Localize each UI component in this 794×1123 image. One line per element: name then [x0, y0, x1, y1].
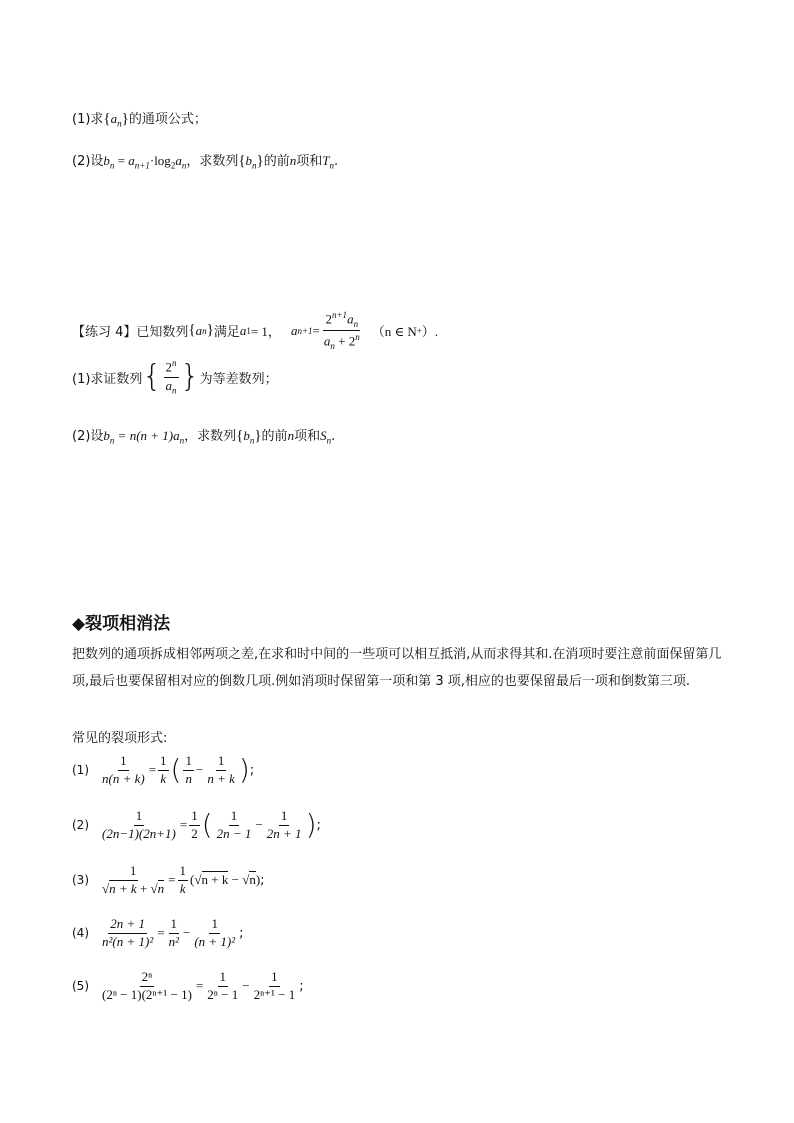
- num: 2ⁿ: [140, 970, 155, 987]
- paren-open: (: [190, 872, 195, 888]
- formula-3: [72, 864, 265, 897]
- den: 2ⁿ − 1: [207, 986, 239, 1002]
- diamond-icon: ◆: [72, 614, 86, 634]
- var-b: b: [243, 428, 250, 443]
- text: 已知数列: [136, 325, 189, 341]
- formula-4: [72, 917, 244, 950]
- sqrt-icon: √: [242, 872, 250, 888]
- den: k: [179, 880, 186, 896]
- brace-close: }: [206, 322, 214, 339]
- formula-5: [72, 970, 304, 1003]
- den: (n + 1)²: [194, 933, 236, 949]
- exercise4-part1: [72, 358, 278, 396]
- eq: =: [312, 322, 320, 338]
- eq: =: [179, 817, 188, 833]
- formula-label: (1): [72, 763, 89, 778]
- log-base: 2: [170, 160, 176, 171]
- term2-fraction: [265, 809, 304, 842]
- eq: =: [148, 762, 157, 778]
- term1-fraction: [183, 754, 194, 787]
- var-T: T: [322, 153, 330, 168]
- radicand: n + k: [109, 880, 137, 896]
- den-sub: n: [330, 341, 335, 352]
- radicand: n: [249, 872, 256, 888]
- period: .: [331, 429, 336, 444]
- exercise-tag: 【练习 4】: [72, 325, 137, 341]
- var-a: a: [110, 111, 118, 126]
- var-S: S: [320, 428, 327, 443]
- exercise4-statement: [72, 310, 438, 352]
- lhs-fraction: [100, 754, 147, 787]
- paren-close: ): [255, 872, 261, 888]
- den: 2n + 1: [266, 825, 302, 841]
- value: = 1，: [250, 324, 281, 340]
- sqrt-icon: √: [102, 880, 110, 896]
- term2-fraction: [192, 917, 237, 950]
- section-title: 裂项相消法: [85, 614, 171, 634]
- semicolon: ;: [299, 978, 304, 994]
- num-sub: n: [353, 318, 359, 329]
- den-sub: n: [172, 385, 177, 396]
- den: 2: [191, 825, 198, 841]
- formula-label: (4): [72, 926, 89, 941]
- period: .: [334, 154, 339, 169]
- brace-open: {: [238, 153, 246, 169]
- sqrt-icon: √: [194, 872, 202, 888]
- term2-fraction: [252, 970, 298, 1003]
- num: 1: [183, 754, 194, 771]
- eq: =: [168, 872, 176, 888]
- exercise4-part2: [72, 425, 335, 446]
- den: a: [165, 378, 173, 394]
- paren-open: (: [170, 753, 182, 787]
- sub: n+1: [134, 160, 150, 171]
- sqrt-icon: √: [150, 880, 158, 896]
- text: 的前: [263, 154, 290, 169]
- minus: −: [255, 817, 263, 833]
- sub-n: n: [117, 118, 122, 129]
- den: [100, 881, 166, 897]
- sub: n: [179, 435, 185, 446]
- formula-2: [72, 809, 321, 842]
- den: 2n − 1: [216, 825, 252, 841]
- sub: n: [329, 160, 334, 171]
- num-exp: n: [172, 358, 177, 368]
- var-a: a: [290, 322, 298, 338]
- num: 1: [134, 809, 145, 826]
- brace-close: }: [180, 359, 200, 395]
- var-b: b: [103, 153, 110, 168]
- domain: （n ∈ N: [371, 324, 417, 340]
- lhs-fraction: [100, 864, 166, 897]
- den: k: [160, 770, 167, 786]
- var-b: b: [103, 428, 110, 443]
- var-a: a: [173, 428, 180, 443]
- num: 2n + 1: [108, 917, 147, 934]
- minus: −: [242, 978, 250, 994]
- semicolon: ;: [249, 762, 255, 778]
- den-exp: n: [355, 332, 360, 343]
- num: 1: [189, 809, 200, 826]
- coef-fraction: [158, 754, 169, 787]
- term1-fraction: [167, 917, 181, 950]
- den: n: [185, 770, 192, 786]
- lhs-fraction: [100, 809, 178, 842]
- paren-open: (: [201, 808, 213, 842]
- semicolon: ;: [239, 925, 244, 941]
- brace-open: {: [103, 111, 111, 127]
- num-a: a: [347, 311, 354, 327]
- term2-fraction: [205, 754, 237, 787]
- num: 1: [158, 754, 169, 771]
- sub: n: [326, 435, 332, 446]
- term1-fraction: [215, 809, 254, 842]
- domain-end: ）.: [421, 324, 439, 340]
- num: 1: [229, 809, 240, 826]
- den: 2ⁿ⁺¹ − 1: [253, 986, 296, 1002]
- sub: n: [109, 435, 115, 446]
- var-n: n: [289, 153, 297, 168]
- section-paragraph: 把数列的通项拆成相邻两项之差,在求和时中间的一些项可以相互抵消,从而求得其和.在消项时要注意前面保留第几项,最后也要保留相对应的倒数几项.例如消项时保留第一项和第 3 项,相应的也要保留最后一项和倒数第三项.: [72, 647, 722, 689]
- den-a: a: [323, 333, 331, 349]
- num: 1: [216, 754, 227, 771]
- lhs-fraction: [100, 970, 194, 1003]
- num: 1: [118, 754, 129, 771]
- part1-fraction: [164, 358, 179, 396]
- text: 项和: [296, 154, 323, 169]
- paren-close: ): [305, 808, 317, 842]
- plus: +: [136, 880, 151, 896]
- var-a: a: [175, 153, 182, 168]
- var-a: a: [239, 322, 247, 338]
- eq: = n(n + 1): [114, 428, 174, 443]
- coef-fraction: [178, 864, 189, 897]
- den: n(n + k): [102, 770, 145, 786]
- semicolon: ;: [316, 817, 321, 833]
- section-heading: [72, 609, 170, 634]
- minus: −: [228, 872, 243, 888]
- prev-part1: [72, 108, 207, 129]
- den-plus: + 2: [334, 333, 356, 349]
- den: n + k: [207, 770, 235, 786]
- var-a: a: [128, 153, 135, 168]
- part-label: (1)求证数列: [72, 371, 143, 387]
- part-text: 为等差数列；: [199, 371, 278, 387]
- num-exp: n+1: [331, 310, 348, 320]
- formula-label: (3): [72, 873, 89, 888]
- part-text: 的通项公式；: [128, 112, 207, 127]
- sub: n+1: [297, 325, 313, 336]
- num: 1: [209, 917, 220, 934]
- semicolon: ;: [260, 872, 265, 888]
- minus: −: [195, 762, 204, 778]
- sub: n: [249, 435, 255, 446]
- prev-part2: [72, 150, 338, 171]
- den: (2n−1)(2n+1): [102, 825, 176, 841]
- dot: ·: [149, 153, 155, 168]
- sub: n: [202, 325, 207, 336]
- num: 1: [169, 917, 180, 934]
- text: 的前: [261, 429, 288, 444]
- radicand: n: [157, 880, 165, 896]
- sub: 1: [246, 325, 251, 336]
- lhs-fraction: [100, 917, 155, 950]
- brace-open: {: [236, 428, 244, 444]
- num-base: 2: [325, 311, 332, 327]
- den: n²: [168, 933, 179, 949]
- rhs: [190, 872, 260, 888]
- text: 项和: [294, 429, 321, 444]
- minus: −: [182, 925, 191, 941]
- brace-close: }: [254, 428, 262, 444]
- log: log: [154, 153, 171, 168]
- recursion-fraction: [322, 310, 362, 352]
- paren-close: ): [238, 753, 250, 787]
- eq: =: [157, 925, 165, 941]
- brace-open: {: [142, 359, 162, 395]
- formula-1: [72, 754, 254, 787]
- formula-label: (5): [72, 979, 89, 994]
- var-a: a: [195, 322, 203, 338]
- var-n: n: [287, 428, 295, 443]
- den: (2ⁿ − 1)(2ⁿ⁺¹ − 1): [102, 986, 192, 1002]
- part-label: (2)设: [72, 429, 104, 444]
- brace-close: }: [121, 111, 129, 127]
- num: 1: [269, 970, 280, 987]
- var-b: b: [245, 153, 253, 168]
- term1-fraction: [205, 970, 240, 1003]
- num: 1: [218, 970, 229, 987]
- radicand: n + k: [201, 872, 229, 888]
- brace-open: {: [188, 322, 196, 339]
- sub: n: [252, 160, 257, 171]
- eq: =: [195, 978, 204, 994]
- text: ，求数列: [186, 154, 239, 169]
- text: 满足: [213, 325, 240, 341]
- text: ，求数列: [184, 429, 237, 444]
- formula-label: (2): [72, 818, 89, 833]
- brace-close: }: [256, 153, 264, 169]
- sub: n: [181, 160, 187, 171]
- eq: =: [114, 153, 129, 168]
- num: 1: [128, 864, 139, 881]
- forms-title: 常见的裂项形式:: [72, 731, 168, 746]
- part-label: (2)设: [72, 154, 104, 169]
- num: 1: [279, 809, 290, 826]
- coef-fraction: [189, 809, 200, 842]
- den: n²(n + 1)²: [102, 933, 154, 949]
- part-label: (1)求: [72, 112, 104, 127]
- domain-sub: +: [416, 325, 422, 336]
- num: 1: [178, 864, 189, 881]
- num: 2: [165, 359, 173, 375]
- sub: n: [109, 160, 115, 171]
